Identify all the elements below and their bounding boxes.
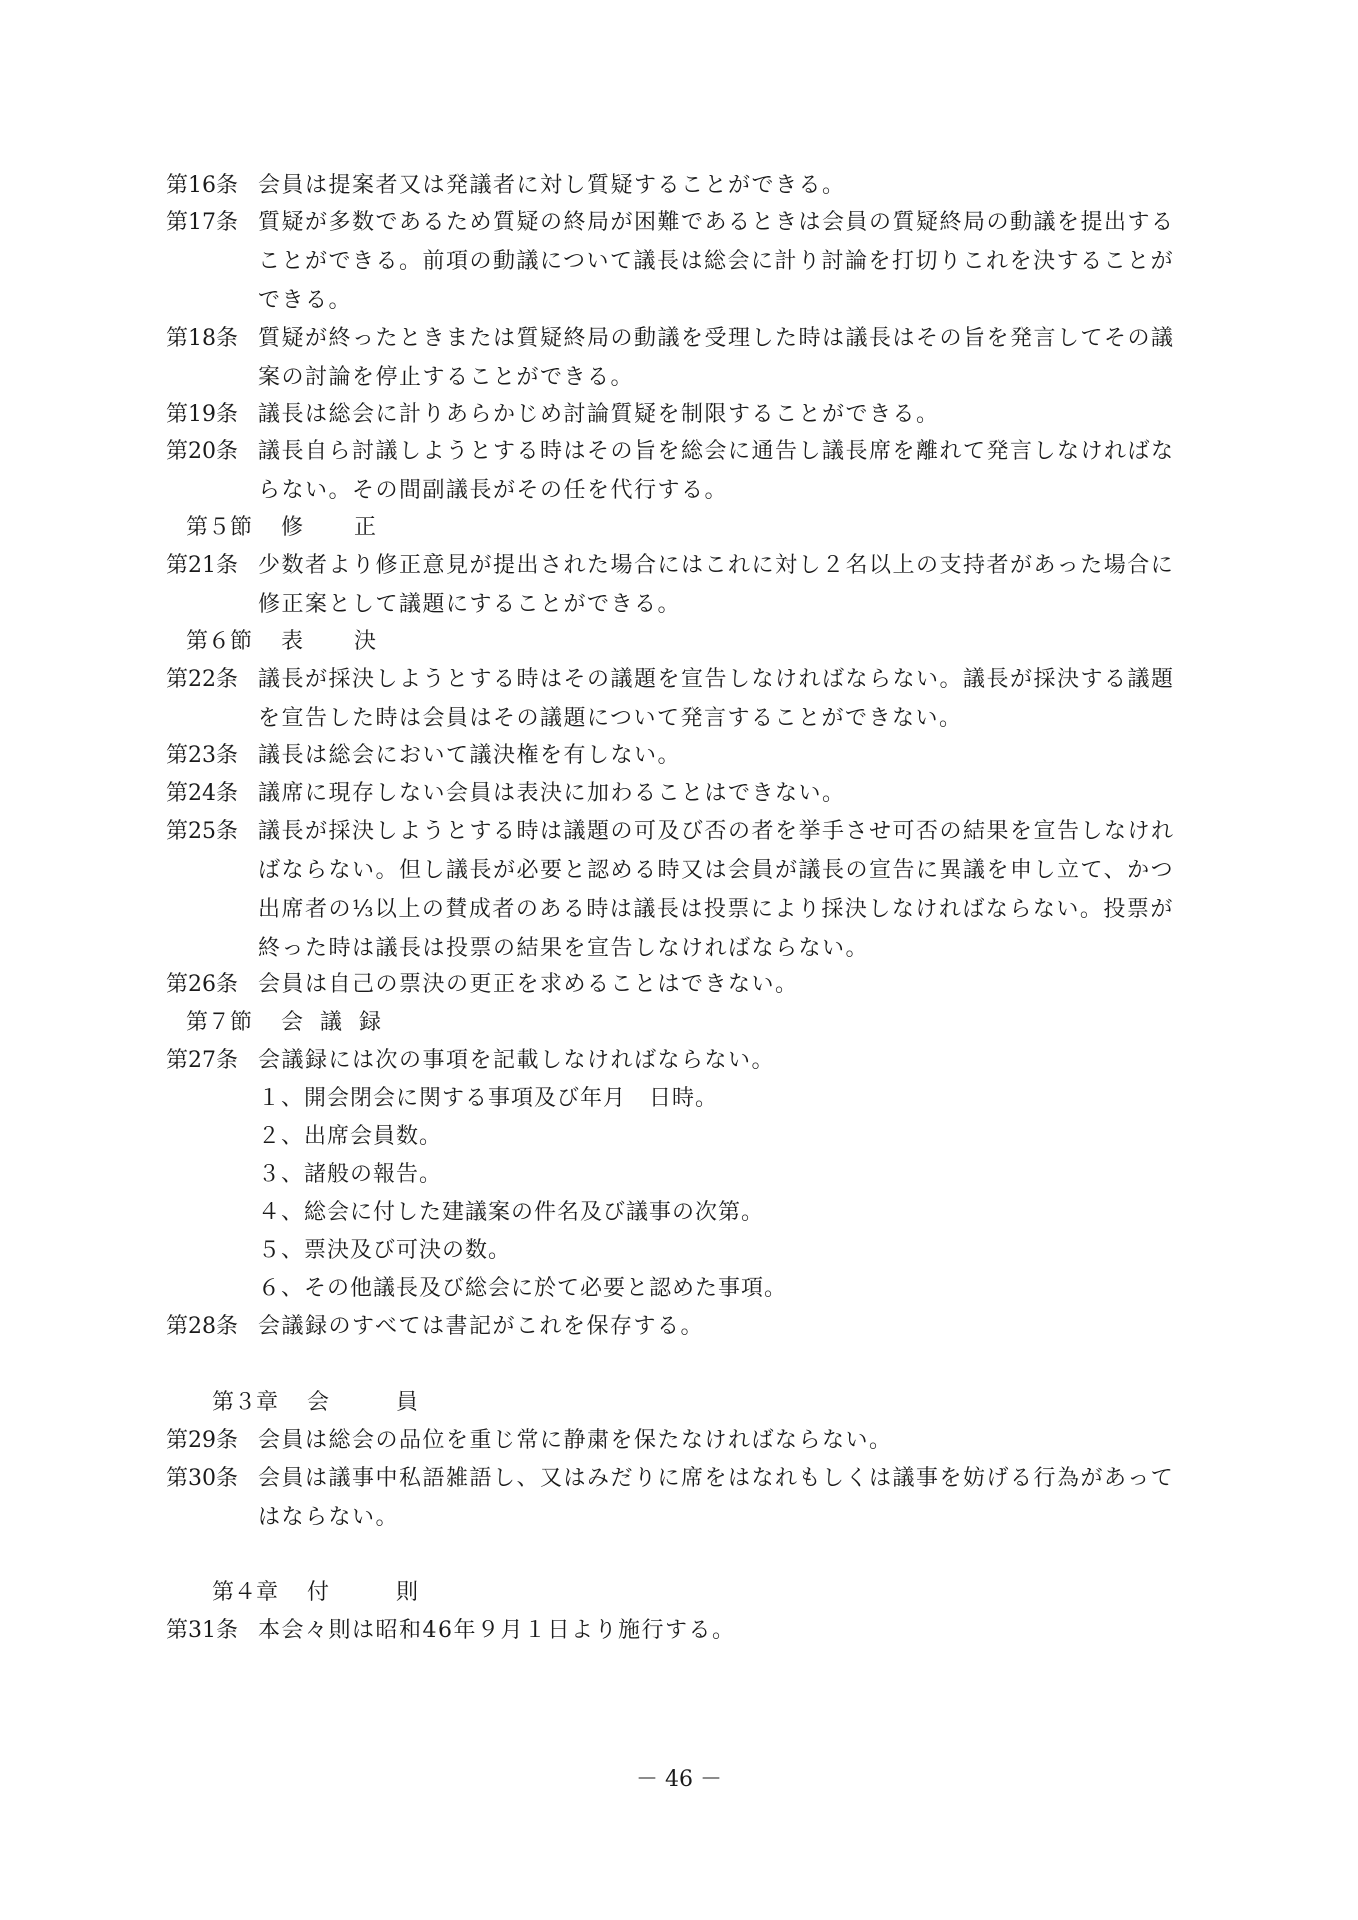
article-24: [166, 774, 1176, 813]
article-25: [166, 812, 1176, 968]
article-17: [166, 203, 1176, 320]
article-number: 第25条: [166, 819, 238, 844]
article-number: 第20条: [166, 439, 238, 464]
section-title-char: 決: [354, 629, 377, 654]
section-title-char: 録: [359, 1010, 382, 1035]
article-text: 会員は総会の品位を重じ常に静粛を保たなければならない。: [258, 1428, 893, 1453]
section-title-char: 修: [281, 515, 304, 540]
section-title-char: 会: [281, 1010, 304, 1035]
chapter-title-char: 会: [307, 1390, 330, 1415]
article-19: [166, 395, 1176, 434]
article-number: 第31条: [166, 1618, 238, 1643]
article-number: 第24条: [166, 781, 238, 806]
list-item: ４、総会に付した建議案の件名及び議事の次第。: [258, 1200, 765, 1225]
section-title-char: 正: [354, 515, 377, 540]
article-27: [166, 1041, 1176, 1080]
section-heading-6: [186, 622, 376, 661]
section-title-char: 議: [320, 1010, 343, 1035]
section-title-char: 表: [281, 629, 304, 654]
article-23: [166, 736, 1176, 775]
article-29: [166, 1421, 1176, 1460]
article-21: [166, 546, 1176, 624]
list-item: ３、諸般の報告。: [258, 1162, 443, 1187]
section-label: 第６節: [186, 629, 253, 654]
article-text: 少数者より修正意見が提出された場合にはこれに対し２名以上の支持者があった場合に修正案として議題にすることができる。: [258, 553, 1175, 617]
chapter-heading-3: [212, 1383, 418, 1422]
article-text: 本会々則は昭和46年９月１日より施行する。: [258, 1618, 736, 1643]
article-20: [166, 432, 1176, 510]
article-text: 議席に現存しない会員は表決に加わることはできない。: [258, 781, 846, 806]
article-text: 会員は自己の票決の更正を求めることはできない。: [258, 972, 799, 997]
chapter-heading-4: [212, 1573, 418, 1612]
section-label: 第５節: [186, 515, 253, 540]
page-number: － 46 －: [636, 1767, 722, 1792]
article-text: 会員は議事中私語雑語し、又はみだりに席をはなれもしくは議事を妨げる行為があってはならない。: [258, 1466, 1175, 1530]
article-22: [166, 660, 1176, 738]
article-text: 議長自ら討議しようとする時はその旨を総会に通告し議長席を離れて発言しなければならない。その間副議長がその任を代行する。: [258, 439, 1175, 503]
article-28: [166, 1307, 1176, 1346]
article-text: 会員は提案者又は発議者に対し質疑することができる。: [258, 173, 846, 198]
article-31: [166, 1611, 1176, 1650]
article-number: 第17条: [166, 210, 238, 235]
article-number: 第19条: [166, 402, 238, 427]
section-heading-7: [186, 1003, 381, 1042]
chapter-title-char: 則: [396, 1580, 419, 1605]
article-number: 第26条: [166, 972, 238, 997]
chapter-label: 第３章: [212, 1390, 279, 1415]
list-item: ６、その他議長及び総会に於て必要と認めた事項。: [258, 1276, 788, 1301]
article-text: 議長が採決しようとする時はその議題を宣告しなければならない。議長が採決する議題を宣告した時は会員はその議題について発言することができない。: [258, 667, 1175, 731]
article-number: 第28条: [166, 1314, 238, 1339]
article-16: [166, 166, 1176, 205]
article-number: 第30条: [166, 1466, 238, 1491]
article-number: 第29条: [166, 1428, 238, 1453]
article-26: [166, 965, 1176, 1004]
section-heading-5: [186, 508, 376, 547]
article-number: 第23条: [166, 743, 238, 768]
chapter-title-char: 付: [307, 1580, 330, 1605]
article-text: 議長は総会において議決権を有しない。: [258, 743, 682, 768]
article-text: 議長が採決しようとする時は議題の可及び否の者を挙手させ可否の結果を宣告しなければならない。但し議長が必要と認める時又は会員が議長の宣告に異議を申し立て、かつ出席者の⅓以上の賛成者のある時は議長は投票により採決しなければならない。投票が終った時は議長は投票の結果を宣告しなければならない。: [258, 819, 1175, 961]
article-text: 質疑が多数であるため質疑の終局が困難であるときは会員の質疑終局の動議を提出することができる。前項の動議について議長は総会に計り討論を打切りこれを決することができる。: [258, 210, 1175, 313]
article-number: 第18条: [166, 326, 238, 351]
list-item: ５、票決及び可決の数。: [258, 1238, 512, 1263]
article-text: 会議録のすべては書記がこれを保存する。: [258, 1314, 705, 1339]
article-text: 質疑が終ったときまたは質疑終局の動議を受理した時は議長はその旨を発言してその議案の討論を停止することができる。: [258, 326, 1175, 390]
article-text: 議長は総会に計りあらかじめ討論質疑を制限することができる。: [258, 402, 940, 427]
list-item: ２、出席会員数。: [258, 1124, 443, 1149]
article-number: 第21条: [166, 553, 238, 578]
chapter-title-char: 員: [396, 1390, 419, 1415]
article-30: [166, 1459, 1176, 1537]
article-number: 第16条: [166, 173, 238, 198]
article-18: [166, 319, 1176, 397]
article-number: 第22条: [166, 667, 238, 692]
section-label: 第７節: [186, 1010, 253, 1035]
chapter-label: 第４章: [212, 1580, 279, 1605]
article-text: 会議録には次の事項を記載しなければならない。: [258, 1048, 776, 1073]
article-number: 第27条: [166, 1048, 238, 1073]
list-item: １、開会閉会に関する事項及び年月 日時。: [258, 1086, 719, 1111]
